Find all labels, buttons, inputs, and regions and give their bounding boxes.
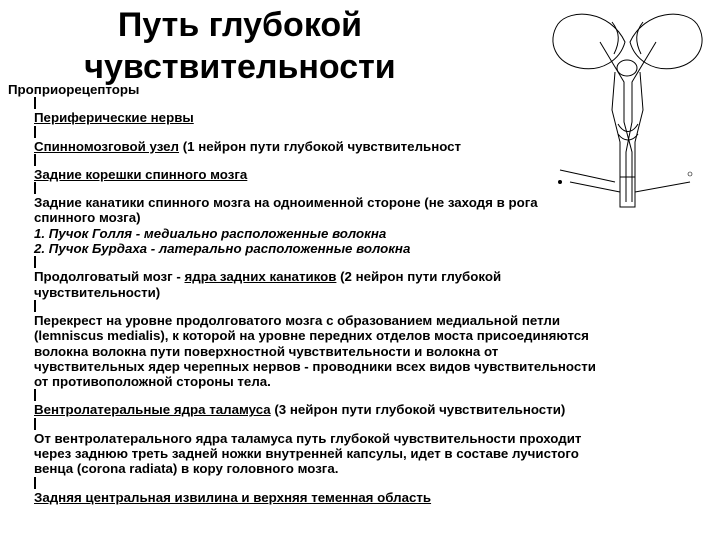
burdach-bundle: 2. Пучок Бурдаха - латерально расположенные волокна [34, 241, 411, 257]
decussation-line-2: (lemniscus medialis), к которой на уровне передних отделов моста присоединяются [34, 328, 589, 344]
page-title [60, 4, 420, 88]
dorsal-column-nuclei: ядра задних канатиков [184, 269, 337, 285]
step-medulla [34, 269, 715, 300]
connector [34, 97, 715, 110]
dorsal-columns-line-1: Задние канатики спинного мозга на одноименной стороне (не заходя в рога [34, 195, 538, 211]
title-line-2: чувствительности [84, 48, 396, 86]
thalamus [617, 60, 637, 76]
decussation-line-5: от противоположной стороны тела. [34, 374, 271, 390]
connector [34, 477, 715, 490]
spinal-ganglion-term: Спинномозговой узел [34, 138, 180, 154]
spinal-ganglion-note: (1 нейрон пути глубокой чувствительност [179, 138, 462, 154]
decussation-line-4: чувствительных ядер черепных нервов - проводники всех видов чувствительности [34, 358, 596, 374]
capsule-line-3: венца (corona radiata) в кору головного мозга. [34, 461, 339, 477]
medulla-note: (2 нейрон пути глубокой [336, 269, 502, 285]
capsule-line-2: через заднюю треть задней ножки внутренней капсулы, идет в составе лучистого [34, 446, 579, 462]
thalamus-note: (3 нейрон пути глубокой чувствительности) [270, 402, 566, 418]
title-line-1: Путь глубокой [117, 6, 363, 44]
connector [34, 154, 715, 167]
step-decussation [34, 313, 715, 389]
connector [34, 300, 715, 313]
capsule-line-1: От вентролатерального ядра таламуса путь глубокой чувствительности проходит [34, 430, 582, 446]
pathway-text [0, 82, 715, 505]
step-internal-capsule [34, 431, 715, 477]
step-cortex: Задняя центральная извилина и верхняя теменная область [34, 489, 432, 505]
connector [34, 126, 715, 139]
step-spinal-ganglion [34, 139, 715, 154]
right-hemisphere [630, 14, 702, 69]
step-peripheral-nerves: Периферические нервы [34, 110, 194, 126]
connector [34, 182, 715, 195]
step-dorsal-columns [34, 195, 715, 256]
connector [34, 256, 715, 269]
medulla-note-2: чувствительности) [34, 284, 161, 300]
thalamus-nuclei: Вентролатеральные ядра таламуса [34, 402, 271, 418]
left-hemisphere [553, 14, 625, 69]
step-thalamus [34, 402, 715, 417]
step-proprioceptors: Проприорецепторы [8, 82, 140, 97]
decussation-line-3: волокна волокна пути поверхностной чувствительности и волокна от [34, 343, 499, 359]
dorsal-columns-line-2: спинного мозга) [34, 210, 141, 226]
decussation-line-1: Перекрест на уровне продолговатого мозга с образованием медиальной петли [34, 312, 561, 328]
goll-bundle: 1. Пучок Голля - медиально расположенные волокна [34, 225, 387, 241]
connector [34, 418, 715, 431]
step-dorsal-roots: Задние корешки спинного мозга [34, 166, 248, 182]
connector [34, 389, 715, 402]
medulla-label: Продолговатый мозг - [34, 269, 185, 285]
